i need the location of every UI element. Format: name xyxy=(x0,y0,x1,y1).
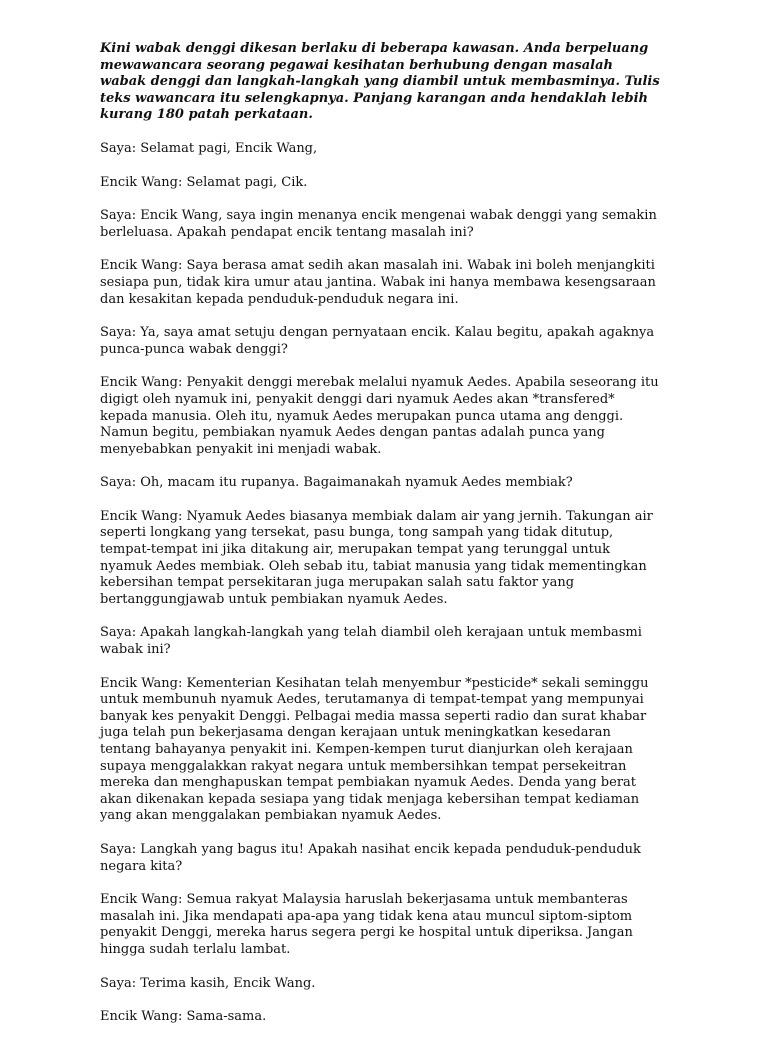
dialogue-line: Saya: Oh, macam itu rupanya. Bagaimanakah nyamuk Aedes membiak? xyxy=(100,475,573,491)
dialogue-line: Encik Wang: Sama-sama. xyxy=(100,1009,267,1025)
dialogue-line: Saya: Apakah langkah-langkah yang telah diambil oleh kerajaan untuk membasmi wabak ini? xyxy=(100,625,642,658)
dialogue-line: Saya: Terima kasih, Encik Wang. xyxy=(100,975,316,991)
essay-prompt: Kini wabak denggi dikesan berlaku di beberapa kawasan. Anda berpeluang mewawancara seorang pegawai kesihatan berhubung dengan masalah wabak denggi dan langkah-langkah yang diambil untuk membasminya. Tulis teks wawancara itu selengkapnya. Panjang karangan anda hendaklah lebih kurang 180 patah perkataan. xyxy=(100,41,660,123)
dialogue-line: Encik Wang: Selamat pagi, Cik. xyxy=(100,174,308,190)
dialogue-line: Encik Wang: Saya berasa amat sedih akan masalah ini. Wabak ini boleh menjangkiti sesiapa pun, tidak kira umur atau jantina. Wabak ini hanya membawa kesengsaraan dan kesakitan kepada penduduk-penduduk negara ini. xyxy=(100,258,656,307)
dialogue-line: Saya: Encik Wang, saya ingin menanya encik mengenai wabak denggi yang semakin berleluasa. Apakah pendapat encik tentang masalah ini? xyxy=(100,208,657,240)
dialogue-line: Encik Wang: Nyamuk Aedes biasanya membiak dalam air yang jernih. Takungan air seperti longkang yang tersekat, pasu bunga, tong sampah yang tidak ditutup, tempat-tempat ini jika ditakung air, merupakan tempat yang terunggal untuk nyamuk Aedes membiak. Oleh sebab itu, tabiat manusia yang tidak mementingkan kebersihan tempat persekitaran juga merupakan salah satu faktor yang bertanggungjawab untuk pembiakan nyamuk Aedes. xyxy=(100,508,653,607)
dialogue-line: Saya: Selamat pagi, Encik Wang, xyxy=(100,140,318,156)
dialogue-line: Encik Wang: Semua rakyat Malaysia haruslah bekerjasama untuk membanteras masalah ini. Jika mendapati apa-apa yang tidak kena atau muncul siptom-siptom penyakit Denggi, mereka harus segera pergi ke hospital untuk diperiksa. Jangan hingga sudah terlalu lambat. xyxy=(100,892,633,957)
dialogue-line: Saya: Langkah yang bagus itu! Apakah nasihat encik kepada penduduk-penduduk negara kita? xyxy=(100,841,641,874)
document-page xyxy=(100,41,660,1043)
dialogue-line: Encik Wang: Penyakit denggi merebak melalui nyamuk Aedes. Apabila seseorang itu digigt oleh nyamuk ini, penyakit denggi dari nyamuk Aedes akan *transfered* kepada manusia. Oleh itu, nyamuk Aedes merupakan punca utama ang denggi. Namun begitu, pembiakan nyamuk Aedes dengan pantas adalah punca yang menyebabkan penyakit ini menjadi wabak. xyxy=(100,375,659,457)
dialogue-line: Encik Wang: Kementerian Kesihatan telah menyembur *pesticide* sekali seminggu untuk membunuh nyamuk Aedes, terutamanya di tempat-tempat yang mempunyai banyak kes penyakit Denggi. Pelbagai media massa seperti radio dan surat khabar juga telah pun bekerjasama dengan kerajaan untuk meningkatkan kesedaran tentang bahayanya penyakit ini. Kempen-kempen turut dianjurkan oleh kerajaan supaya menggalakkan rakyat negara untuk membersihkan tempat persekeitran mereka dan menghapuskan tempat pembiakan nyamuk Aedes. Denda yang berat akan dikenakan kepada sesiapa yang tidak menjaga kebersihan tempat kediaman yang akan menggalakan pembiakan nyamuk Aedes. xyxy=(100,675,649,824)
dialogue-line: Saya: Ya, saya amat setuju dengan pernyataan encik. Kalau begitu, apakah agaknya punca-punca wabak denggi? xyxy=(100,325,655,357)
